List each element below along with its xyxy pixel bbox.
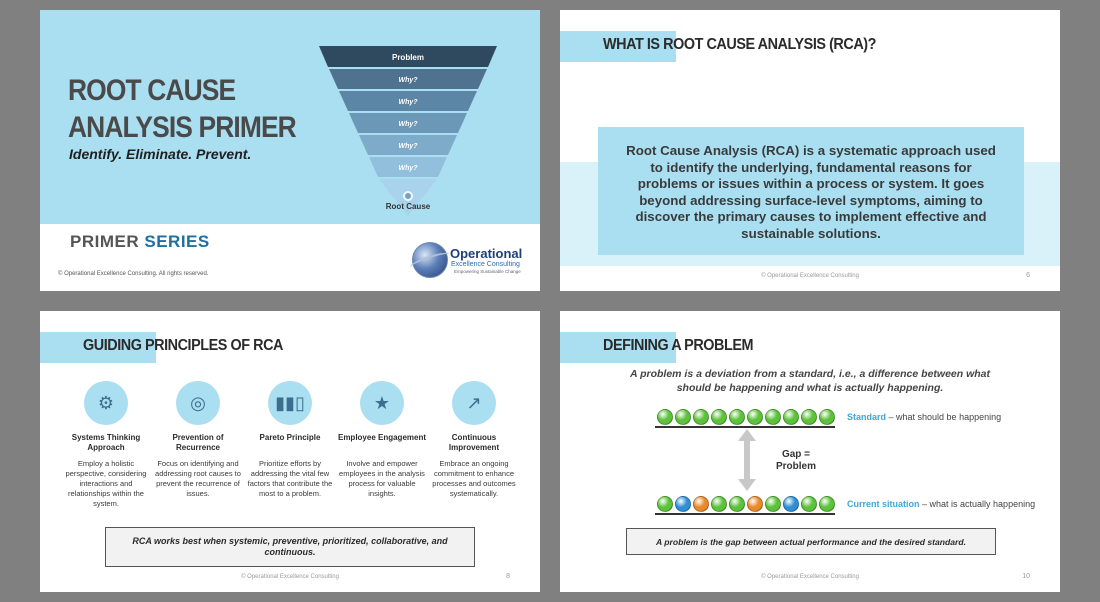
definition-box: Root Cause Analysis (RCA) is a systematic approach used to identify the underlying, fundamental reasons for problems or issues within a process or system. It goes beyond addressing surface-level symptoms, aiming to discover the primary causes to implement effective and sustainable solutions. — [598, 127, 1024, 255]
bead-blue — [675, 496, 691, 512]
standard-highlight: Standard — [847, 412, 887, 422]
principle-title: Prevention of Recurrence — [172, 433, 224, 452]
problem-definition: A problem is a deviation from a standard, i.e., a difference between what should be happening and what is actually happening. — [629, 368, 990, 394]
root-cause-label: Root Cause — [385, 202, 431, 211]
bead-green — [693, 409, 709, 425]
tagline: Identify. Eliminate. Prevent. — [69, 146, 252, 162]
bead-green — [747, 409, 763, 425]
principle-desc: Embrace an ongoing commitment to enhance processes and outcomes systematically. — [432, 459, 516, 498]
bead-green — [729, 409, 745, 425]
series-accent: SERIES — [144, 232, 210, 251]
copyright-note: © Operational Excellence Consulting. All rights reserved. — [58, 271, 209, 277]
bead-green — [801, 496, 817, 512]
current-highlight: Current situation — [847, 499, 920, 509]
funnel-level-why: Why? — [398, 99, 418, 106]
title-line-1: ROOT CAUSE — [68, 74, 236, 107]
principle-card — [60, 381, 152, 509]
slide-heading: DEFINING A PROBLEM — [603, 337, 754, 354]
footer-note: © Operational Excellence Consulting — [761, 273, 859, 279]
bead-orange — [747, 496, 763, 512]
principles-row — [60, 381, 520, 531]
company-logo — [412, 242, 527, 280]
principle-title: Systems Thinking Approach — [71, 433, 141, 452]
bead-green — [801, 409, 817, 425]
logo-subbrand: Excellence Consulting — [451, 261, 520, 268]
logo-tagline: Empowering Sustainable Change — [454, 269, 521, 274]
footer-note: © Operational Excellence Consulting — [761, 574, 859, 580]
bead-green — [819, 496, 835, 512]
bead-green — [657, 496, 673, 512]
slide-heading: WHAT IS ROOT CAUSE ANALYSIS (RCA)? — [603, 36, 876, 53]
gears-icon: ⚙ — [84, 381, 128, 425]
principle-title: Pareto Principle — [259, 433, 321, 442]
current-label — [847, 499, 1035, 510]
bead-green — [711, 496, 727, 512]
slide-title[interactable] — [40, 10, 540, 291]
slide-defining-problem[interactable] — [560, 311, 1060, 592]
current-text: – what is actually happening — [919, 499, 1036, 509]
slide-guiding-principles[interactable] — [40, 311, 540, 592]
page-number: 6 — [1026, 272, 1030, 279]
slide-heading: GUIDING PRINCIPLES OF RCA — [83, 337, 283, 354]
footer-note: © Operational Excellence Consulting — [241, 574, 339, 580]
principle-desc: Prioritize efforts by addressing the vital few factors that contribute the most to a problem. — [247, 459, 333, 498]
bar-chart-icon: ▮▮▯ — [268, 381, 312, 425]
funnel-level-why: Why? — [398, 121, 418, 128]
bead-green — [711, 409, 727, 425]
standard-text: – what should be happening — [886, 412, 1002, 422]
summary-box: RCA works best when systemic, preventive, prioritized, collaborative, and continuous. — [105, 527, 475, 567]
page-number: 10 — [1022, 573, 1030, 580]
bead-green — [729, 496, 745, 512]
slide-what-is-rca[interactable] — [560, 10, 1060, 291]
series-prefix: PRIMER — [70, 232, 140, 251]
star-people-icon: ★ — [360, 381, 404, 425]
logo-brand: Operational — [450, 246, 523, 261]
gap-arrow-icon — [738, 429, 756, 491]
principle-desc: Focus on identifying and addressing root causes to prevent the recurrence of issues. — [155, 459, 241, 498]
funnel-level-problem: Problem — [391, 53, 425, 62]
principle-desc: Employ a holistic perspective, considering interactions and relationships within the system. — [65, 459, 147, 508]
slide-title-heading — [68, 72, 332, 146]
funnel-level-why: Why? — [398, 143, 418, 150]
target-people-icon: ◎ — [176, 381, 220, 425]
bead-green — [657, 409, 673, 425]
funnel-level-why: Why? — [398, 77, 418, 84]
bead-orange — [693, 496, 709, 512]
principle-title: Continuous Improvement — [448, 433, 500, 452]
current-beads — [657, 496, 837, 512]
series-label — [70, 232, 210, 252]
standard-line — [655, 426, 835, 428]
trend-line-icon: ↗ — [452, 381, 496, 425]
principle-card — [428, 381, 520, 499]
bead-green — [675, 409, 691, 425]
funnel-level-why: Why? — [398, 165, 418, 172]
principle-desc: Involve and empower employees in the analysis process for valuable insights. — [339, 459, 425, 498]
why-funnel-diagram — [319, 46, 497, 216]
standard-label — [847, 412, 1001, 423]
page-number: 8 — [506, 573, 510, 580]
bead-green — [765, 409, 781, 425]
principle-title: Employee Engagement — [337, 433, 427, 442]
bead-green — [765, 496, 781, 512]
title-line-2: ANALYSIS PRIMER — [68, 111, 296, 144]
bead-green — [783, 409, 799, 425]
principle-card — [152, 381, 244, 499]
gap-label: Gap = Problem — [775, 449, 816, 472]
bead-green — [819, 409, 835, 425]
standard-beads — [657, 409, 837, 425]
summary-box: A problem is the gap between actual performance and the desired standard. — [626, 528, 996, 555]
principle-card — [336, 381, 428, 499]
principle-card — [244, 381, 336, 499]
current-line — [655, 513, 835, 515]
bead-blue — [783, 496, 799, 512]
